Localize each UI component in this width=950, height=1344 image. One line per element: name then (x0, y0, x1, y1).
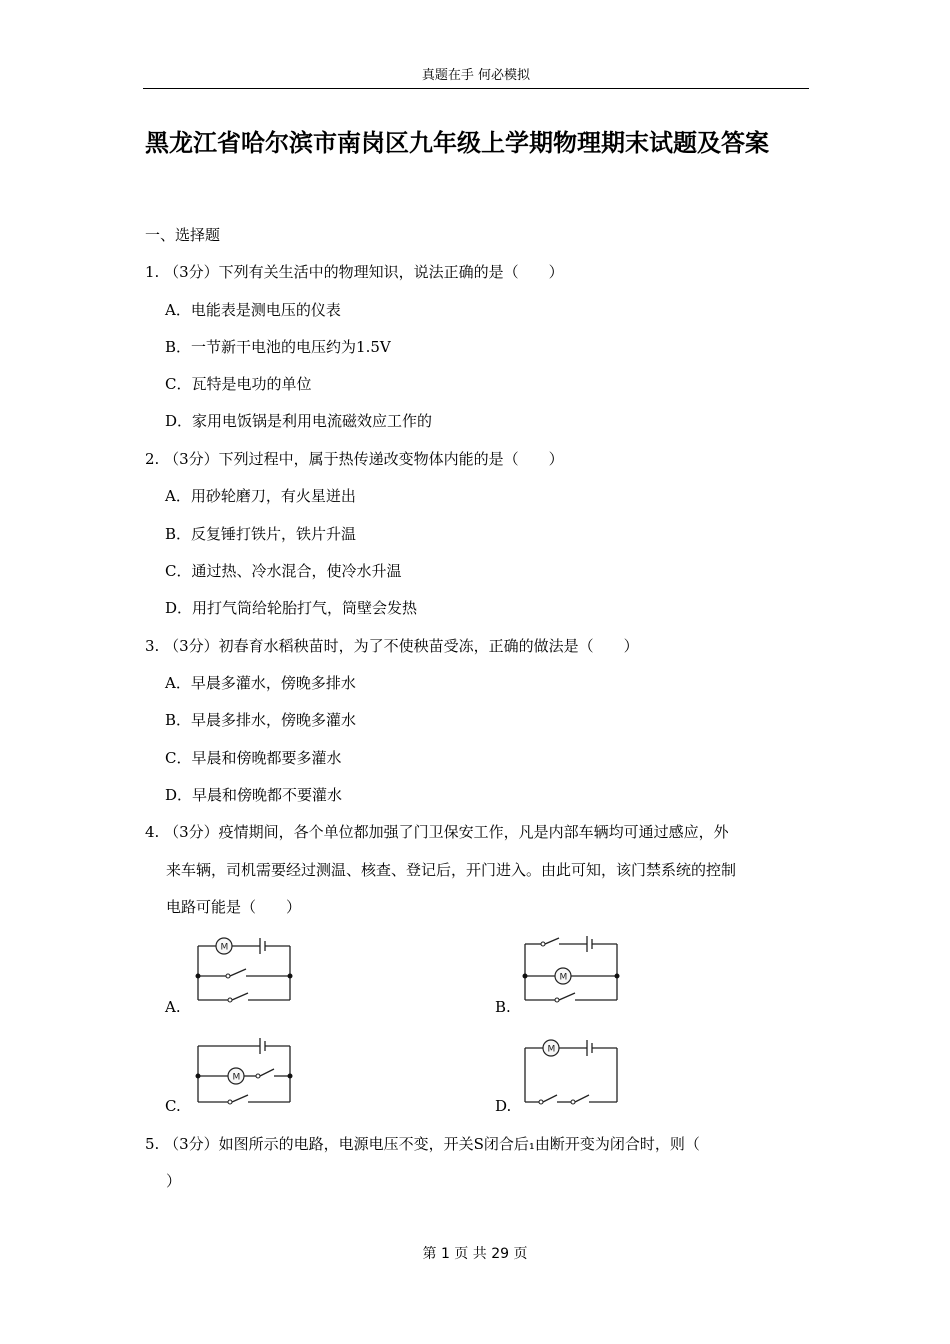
circuit-diagram-d (517, 1038, 627, 1108)
motor-label-b: M (559, 972, 568, 983)
question-1-option-a: A．电能表是测电压的仪表 (165, 301, 341, 319)
question-3-option-c: C．早晨和傍晚都要多灌水 (165, 749, 342, 767)
figure-label-a: A. (165, 998, 181, 1016)
question-2-stem: 2. （3分）下列过程中，属于热传递改变物体内能的是（ ） (145, 450, 564, 468)
question-2-option-d: D．用打气筒给轮胎打气，筒壁会发热 (165, 599, 418, 617)
question-2-option-a: A．用砂轮磨刀，有火星迸出 (165, 487, 356, 505)
question-3-stem: 3. （3分）初春育水稻秧苗时，为了不使秧苗受冻，正确的做法是（ ） (145, 637, 639, 655)
circuit-diagram-b (517, 936, 627, 1006)
question-4-stem-line-3: 电路可能是（ ） (166, 898, 302, 916)
question-5-stem-line-2: ） (166, 1172, 182, 1190)
question-5-stem-line-1: 5. （3分）如图所示的电路，电源电压不变，开关S闭合后₁由断开变为闭合时，则（ (145, 1135, 700, 1153)
question-1-option-b: B．一节新干电池的电压约为1.5V (165, 338, 391, 356)
question-1-stem: 1. （3分）下列有关生活中的物理知识，说法正确的是（ ） (145, 263, 564, 281)
motor-label-c: M (232, 1072, 241, 1083)
question-3-option-a: A．早晨多灌水，傍晚多排水 (165, 674, 356, 692)
figure-label-c: C. (165, 1097, 181, 1115)
document-title: 黑龙江省哈尔滨市南岗区九年级上学期物理期末试题及答案 (145, 129, 769, 157)
motor-label-d: M (547, 1044, 556, 1055)
question-3-option-b: B．早晨多排水，傍晚多灌水 (165, 711, 357, 729)
question-4-stem-line-1: 4. （3分）疫情期间，各个单位都加强了门卫保安工作，凡是内部车辆均可通过感应，外 (145, 823, 729, 841)
header-rule (143, 88, 809, 89)
figure-label-b: B. (495, 998, 511, 1016)
circuit-diagram-c (190, 1038, 300, 1108)
question-2-option-b: B．反复锤打铁片，铁片升温 (165, 525, 357, 543)
question-2-option-c: C．通过热、冷水混合，使冷水升温 (165, 562, 402, 580)
question-1-option-d: D．家用电饭锅是利用电流磁效应工作的 (165, 412, 433, 430)
page-header: 真题在手 何必模拟 (421, 68, 531, 83)
page-footer: 第 1 页 共 29 页 (422, 1246, 528, 1262)
figure-label-d: D. (495, 1097, 512, 1115)
section-heading: 一、选择题 (145, 226, 221, 244)
question-4-stem-line-2: 来车辆，司机需要经过测温、核查、登记后，开门进入。由此可知，该门禁系统的控制 (166, 861, 737, 879)
question-1-option-c: C．瓦特是电功的单位 (165, 375, 312, 393)
question-3-option-d: D．早晨和傍晚都不要灌水 (165, 786, 343, 804)
motor-label-a: M (220, 942, 229, 953)
circuit-diagram-a (190, 936, 300, 1006)
